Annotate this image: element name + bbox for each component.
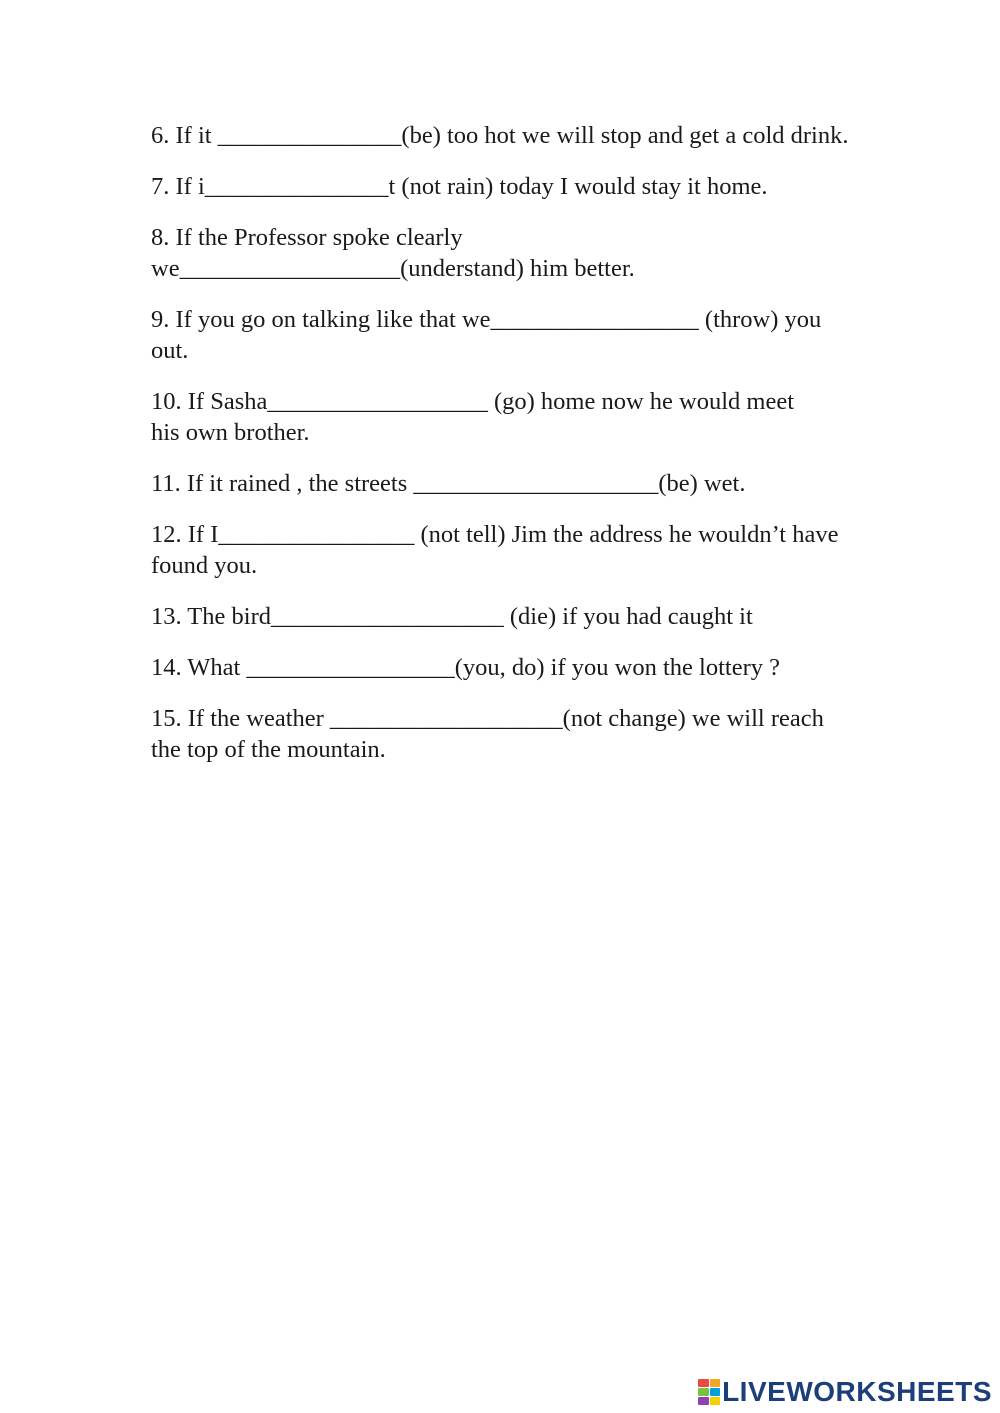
question-7: 7. If i_______________t (not rain) today I would stay it home. — [151, 173, 768, 200]
question-6: 6. If it _______________(be) too hot we will stop and get a cold drink. — [151, 122, 849, 149]
logo-block — [710, 1388, 721, 1396]
question-8: 8. If the Professor spoke clearly we__________________(understand) him better. — [151, 224, 635, 282]
logo-block — [698, 1397, 709, 1405]
question-12: 12. If I________________ (not tell) Jim the address he wouldn’t have found you. — [151, 521, 845, 579]
logo-text: LIVEWORKSHEETS — [722, 1376, 992, 1407]
worksheet-questions — [151, 120, 851, 785]
question-11: 11. If it rained , the streets ____________________(be) wet. — [151, 470, 746, 497]
question-9: 9. If you go on talking like that we_________________ (throw) you out. — [151, 306, 828, 364]
logo-block — [698, 1388, 709, 1396]
question-14: 14. What _________________(you, do) if you won the lottery ? — [151, 654, 780, 681]
logo-block — [710, 1397, 721, 1405]
liveworksheets-logo — [698, 1377, 992, 1407]
question-10: 10. If Sasha__________________ (go) home now he would meet his own brother. — [151, 388, 801, 446]
logo-block — [698, 1379, 709, 1387]
logo-block — [710, 1379, 721, 1387]
question-13: 13. The bird___________________ (die) if you had caught it — [151, 603, 753, 630]
logo-icon — [698, 1379, 720, 1405]
question-15: 15. If the weather ___________________(not change) we will reach the top of the mountain. — [151, 705, 830, 763]
